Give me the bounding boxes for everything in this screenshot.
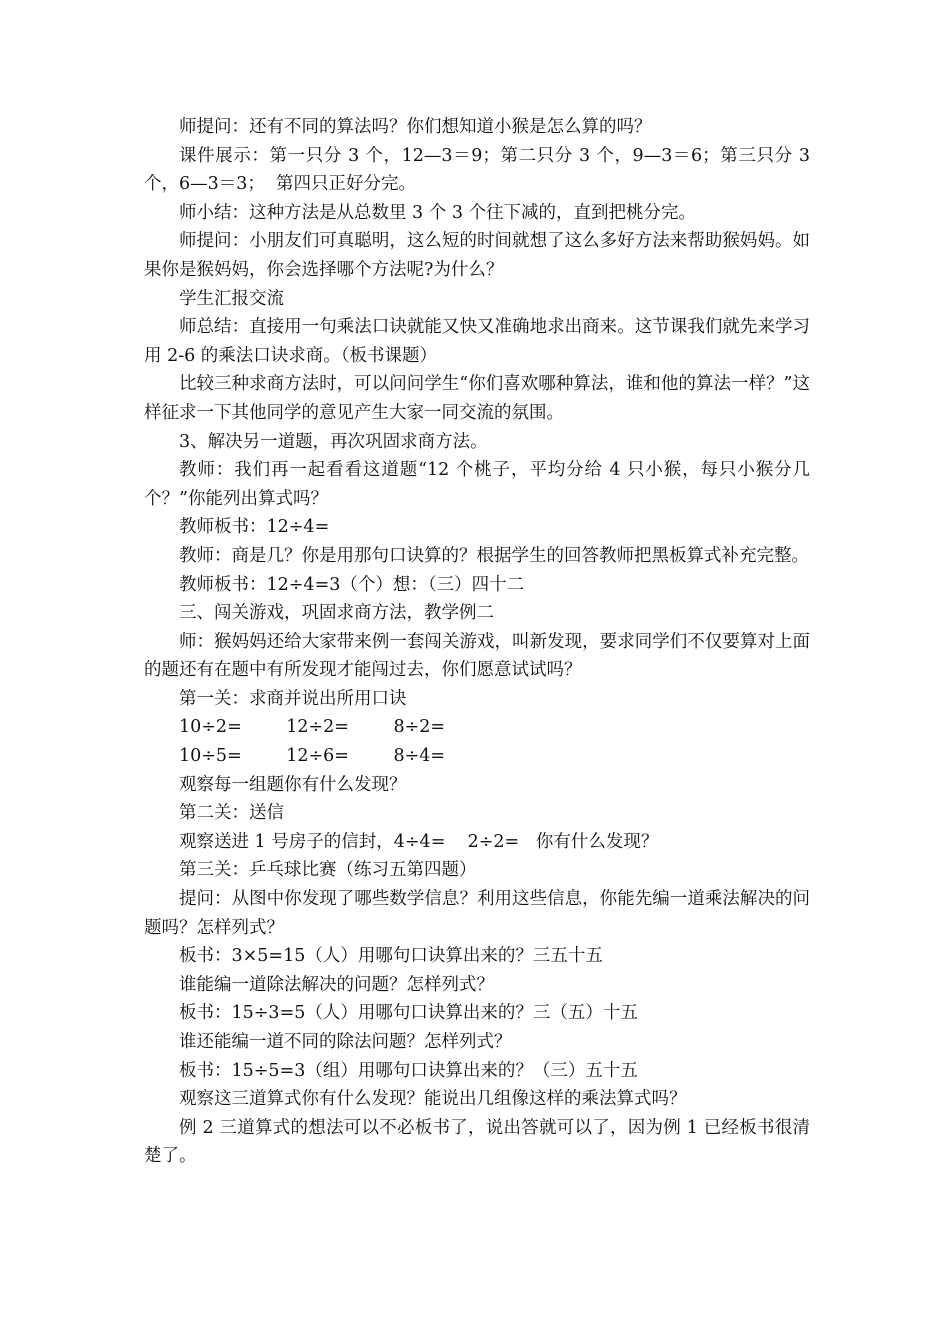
paragraph: 第二关：送信 (179, 803, 284, 824)
paragraph: 观察这三道算式你有什么发现？能说出几组像这样的乘法算式吗？ (179, 1089, 687, 1110)
paragraph: 师：猴妈妈还给大家带来例一套闯关游戏，叫新发现，要求同学们不仅要算对上面的题还有在题中有所发现才能闯过去，你们愿意试试吗？ (144, 631, 810, 681)
paragraph: 师总结：直接用一句乘法口诀就能又快又准确地求出商来。这节课我们就先来学习用 2-6 的乘法口诀求商。（板书课题） (144, 317, 810, 366)
lesson-text (144, 113, 816, 1171)
paragraph: 教师：我们再一起看看这道题“12 个桃子，平均分给 4 只小猴，每只小猴分几个？”你能列出算式吗？ (144, 460, 810, 509)
paragraph: 3、解决另一道题，再次巩固求商方法。 (179, 431, 488, 452)
paragraph: 谁还能编一道不同的除法问题？怎样列式？ (179, 1032, 512, 1052)
paragraph: 教师板书：12÷4=3（个）想：（三）四十二 (179, 574, 525, 595)
paragraph: 板书：15÷3=5（人）用哪句口诀算出来的？三（五）十五 (179, 1003, 638, 1024)
paragraph: 板书：3×5=15（人）用哪句口诀算出来的？三五十五 (179, 946, 603, 967)
paragraph: 教师：商是几？你是用那句口诀算的？根据学生的回答教师把黑板算式补充完整。 (179, 545, 809, 566)
paragraph: 师提问：小朋友们可真聪明，这么短的时间就想了这么多好方法来帮助猴妈妈。如果你是猴妈妈，你会选择哪个方法呢?为什么？ (144, 231, 810, 280)
paragraph: 板书：15÷5=3（组）用哪句口诀算出来的？（三）五十五 (179, 1060, 638, 1081)
paragraph: 比较三种求商方法时，可以问问学生“你们喜欢哪种算法，谁和他的算法一样？”这样征求一下其他同学的意见产生大家一同交流的氛围。 (144, 374, 810, 423)
paragraph: 谁能编一道除法解决的问题？怎样列式？ (179, 974, 494, 995)
paragraph: 师小结：这种方法是从总数里 3 个 3 个往下减的，直到把桃分完。 (179, 202, 697, 223)
paragraph: 例 2 三道算式的想法可以不必板书了，说出答就可以了，因为例 1 已经板书很清楚了。 (144, 1117, 810, 1167)
paragraph: 教师板书：12÷4= (179, 517, 330, 538)
paragraph: 提问：从图中你发现了哪些数学信息？利用这些信息，你能先编一道乘法解决的问题吗？怎样列式？ (144, 889, 810, 938)
equation-row: 10÷2= 12÷2= 8÷2= (179, 717, 446, 738)
equation-row: 10÷5= 12÷6= 8÷4= (179, 746, 446, 767)
paragraph: 第三关：乒乓球比赛（练习五第四题） (179, 860, 477, 881)
paragraph: 观察送进 1 号房子的信封，4÷4= 2÷2= 你有什么发现？ (179, 831, 659, 852)
paragraph: 课件展示：第一只分 3 个，12—3＝9；第二只分 3 个，9—3＝6；第三只分 3 个，6—3＝3； 第四只正好分完。 (144, 145, 816, 195)
paragraph: 第一关：求商并说出所用口诀 (179, 688, 407, 709)
paragraph: 学生汇报交流 (179, 288, 284, 309)
paragraph: 观察每一组题你有什么发现？ (179, 774, 407, 795)
section-heading: 三、闯关游戏，巩固求商方法，教学例二 (179, 603, 494, 624)
paragraph: 师提问：还有不同的算法吗？你们想知道小猴是怎么算的吗？ (179, 117, 652, 137)
